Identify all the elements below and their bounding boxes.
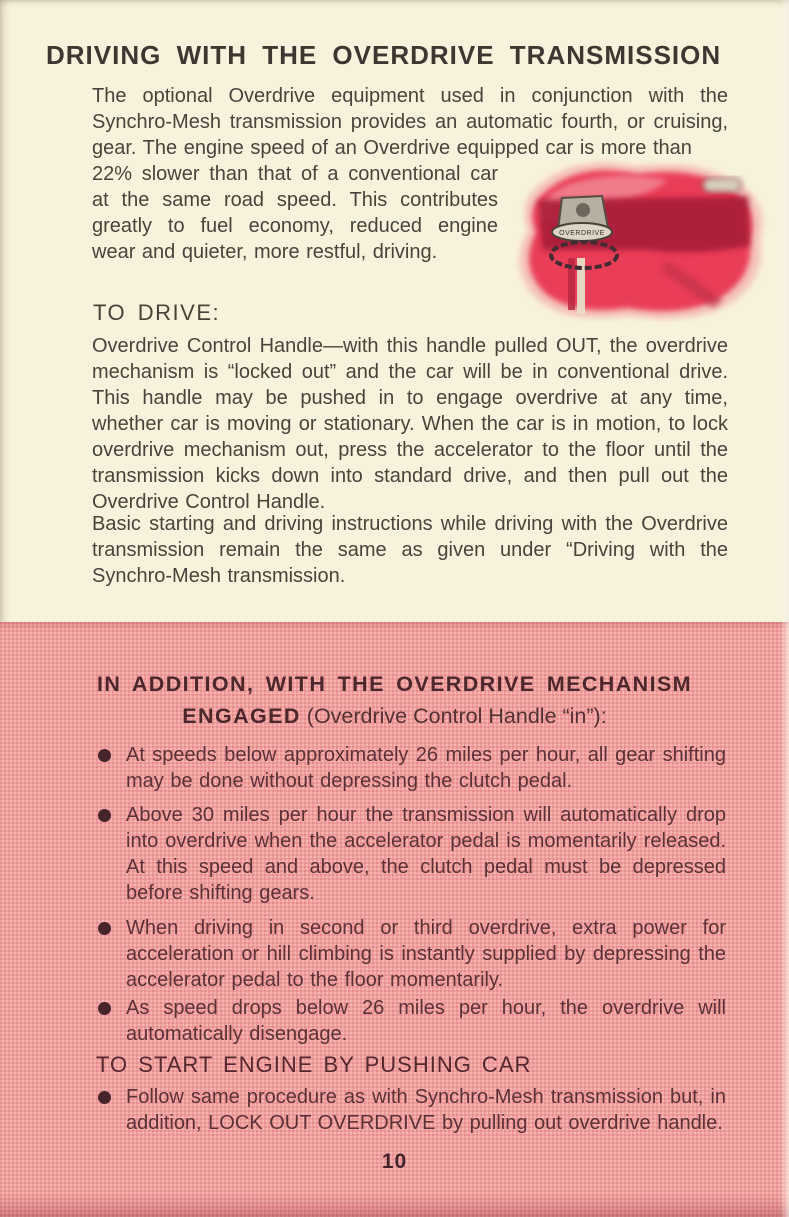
bullet-text: Follow same procedure as with Synchro-Mesh transmission but, in addition, LOCK OUT OVERDRIVE by pulling out overdrive handle. [126,1086,726,1134]
bullet-item [98,802,726,906]
engaged-heading-line2 [0,704,789,729]
bullet-text: At speeds below approximately 26 miles per hour, all gear shifting may be done without depressing the clutch pedal. [126,744,726,792]
overdrive-handle-illustration [498,150,772,322]
to-drive-heading: TO DRIVE: [93,300,221,325]
overdrive-knob-label: OVERDRIVE [559,230,605,237]
bullet-icon [98,749,111,762]
page-edge-highlight [780,0,789,1217]
overdrive-engaged-section [0,622,789,1217]
bullet-item [98,1084,726,1136]
bullet-text: Above 30 miles per hour the transmission will automatically drop into overdrive when the accelerator pedal is momentarily released. At this speed and above, the clutch pedal must be depressed before shifting gears. [126,804,726,904]
intro-paragraph-wrapped: 22% slower than that of a conventional car at the same road speed. This contributes greatly to fuel economy, reduced engine wear and quieter, more restful, driving. [92,163,498,263]
bullet-icon [98,1091,111,1104]
engaged-heading-bold: ENGAGED [182,704,301,728]
bullet-item [98,915,726,993]
bullet-item [98,995,726,1047]
bullet-text: When driving in second or third overdrive, extra power for acceleration or hill climbing is instantly supplied by depressing the accelerator pedal to the floor momentarily. [126,917,726,991]
push-start-heading: TO START ENGINE BY PUSHING CAR [96,1052,532,1077]
bullet-icon [98,1002,111,1015]
to-drive-paragraph-1: Overdrive Control Handle—with this handle pulled OUT, the overdrive mechanism is “locked out” and the car will be in conventional drive. This handle may be pushed in to engage overdrive at any time, whether car is moving or stationary. When the car is in motion, to lock overdrive mechanism out, press the accelerator to the floor until the transmission kicks down into standard drive, and then pull out the Overdrive Control Handle. [92,335,728,513]
to-drive-paragraph-2: Basic starting and driving instructions while driving with the Overdrive transmission remain the same as given under “Driving with the Synchro-Mesh transmission. [92,513,728,587]
bullet-icon [98,809,111,822]
overdrive-handle-illustration-svg [498,150,772,322]
page-title: DRIVING WITH THE OVERDRIVE TRANSMISSION [46,40,722,70]
page-number: 10 [381,1150,408,1173]
bullet-text: As speed drops below 26 miles per hour, the overdrive will automatically disengage. [126,997,726,1045]
intro-paragraph-top: The optional Overdrive equipment used in conjunction with the Synchro-Mesh transmission provides an automatic fourth, or cruising, gear. The engine speed of an Overdrive equipped car is more than [92,85,728,159]
engaged-heading-line1: IN ADDITION, WITH THE OVERDRIVE MECHANISM [97,672,692,696]
bullet-item [98,742,726,794]
bullet-icon [98,922,111,935]
engaged-heading-suffix: (Overdrive Control Handle “in”): [300,704,607,728]
